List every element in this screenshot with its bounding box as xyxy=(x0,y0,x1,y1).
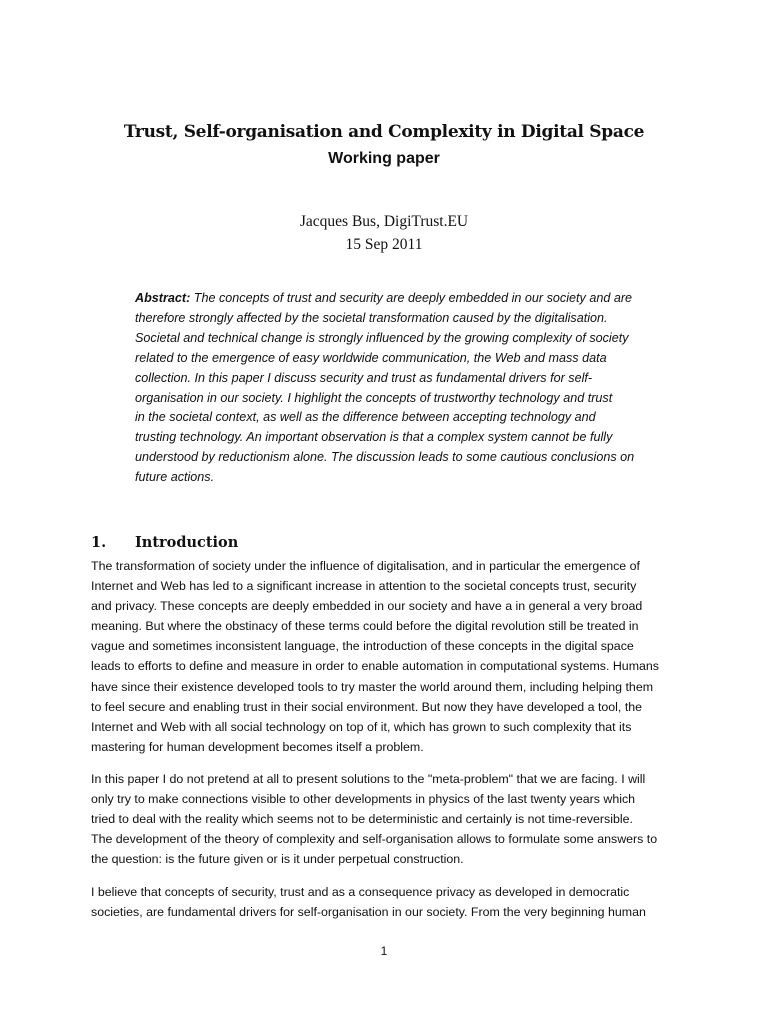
paragraph-line: In this paper I do not pretend at all to present solutions to the "meta-problem" that we are facing. I will xyxy=(91,772,646,786)
section-title: Introduction xyxy=(135,534,239,551)
abstract-line: therefore strongly affected by the societal transformation caused by the digitalisation. xyxy=(135,310,608,325)
abstract-line: in the societal context, as well as the difference between accepting technology and xyxy=(135,410,596,425)
paragraph-line: leads to efforts to define and measure in order to enable automation in computational systems. Humans xyxy=(91,659,659,674)
paragraph-line: and privacy. These concepts are deeply embedded in our society and have a in general a very broad xyxy=(91,599,643,614)
paragraph-line: societies, are fundamental drivers for self-organisation in our society. From the very beginning human xyxy=(91,905,646,920)
body-paragraph xyxy=(91,882,691,922)
paragraph-line: I believe that concepts of security, trust and as a consequence privacy as developed in democratic xyxy=(91,885,630,899)
abstract xyxy=(135,289,635,488)
body-paragraph xyxy=(91,556,691,757)
paragraph-line: The development of the theory of complexity and self-organisation allows to formulate some answers to xyxy=(91,832,658,847)
paragraph-line: meaning. But where the obstinacy of these terms could before the digital revolution still be treated in xyxy=(91,619,639,634)
abstract-line: trusting technology. An important observation is that a complex system cannot be fully xyxy=(135,430,613,445)
paper-title: Trust, Self-organisation and Complexity in Digital Space xyxy=(123,122,645,142)
paragraph-line: mastering for human development becomes itself a problem. xyxy=(91,739,424,754)
section-heading xyxy=(91,534,238,551)
page-number: 1 xyxy=(380,944,388,958)
abstract-label: Abstract: xyxy=(135,291,191,305)
abstract-line: collection. In this paper I discuss security and trust as fundamental drivers for self- xyxy=(135,370,593,385)
paper-subtitle: Working paper xyxy=(328,150,440,167)
section-number: 1. xyxy=(91,534,107,551)
paragraph-line: the question: is the future given or is it under perpetual construction. xyxy=(91,852,464,867)
paragraph-line: Internet and Web has led to a significant increase in attention to the societal concepts trust, security xyxy=(91,579,637,594)
paragraph-line: only try to make connections visible to other developments in physics of the last twenty years which xyxy=(91,792,636,807)
abstract-line: related to the emergence of easy worldwide communication, the Web and mass data xyxy=(135,350,607,365)
abstract-line: organisation in our society. I highlight the concepts of trustworthy technology and trust xyxy=(135,390,613,405)
abstract-line: future actions. xyxy=(135,470,215,485)
date-line: 15 Sep 2011 xyxy=(345,236,423,253)
paragraph-line: have since their existence developed tools to try master the world around them, including helping them xyxy=(91,679,654,694)
abstract-line: Societal and technical change is strongly influenced by the growing complexity of society xyxy=(135,330,629,345)
paragraph-line: vague and sometimes inconsistent language, the introduction of these concepts in the digital space xyxy=(91,639,634,654)
body-paragraph xyxy=(91,769,691,869)
author-line: Jacques Bus, DigiTrust.EU xyxy=(299,213,469,230)
paragraph-line: tried to deal with the reality which seems not to be deterministic and certainly is not time-reversible. xyxy=(91,812,633,827)
paragraph-line: The transformation of society under the influence of digitalisation, and in particular the emergence of xyxy=(91,559,640,573)
abstract-line xyxy=(135,289,635,309)
paragraph-line: Internet and Web with all social technology on top of it, which has grown to such complexity that its xyxy=(91,719,632,734)
abstract-text: The concepts of trust and security are deeply embedded in our society and are xyxy=(190,291,633,305)
abstract-line: understood by reductionism alone. The discussion leads to some cautious conclusions on xyxy=(135,450,635,465)
paragraph-line: to feel secure and enabling trust in their social environment. But now they have developed a tool, the xyxy=(91,699,643,714)
